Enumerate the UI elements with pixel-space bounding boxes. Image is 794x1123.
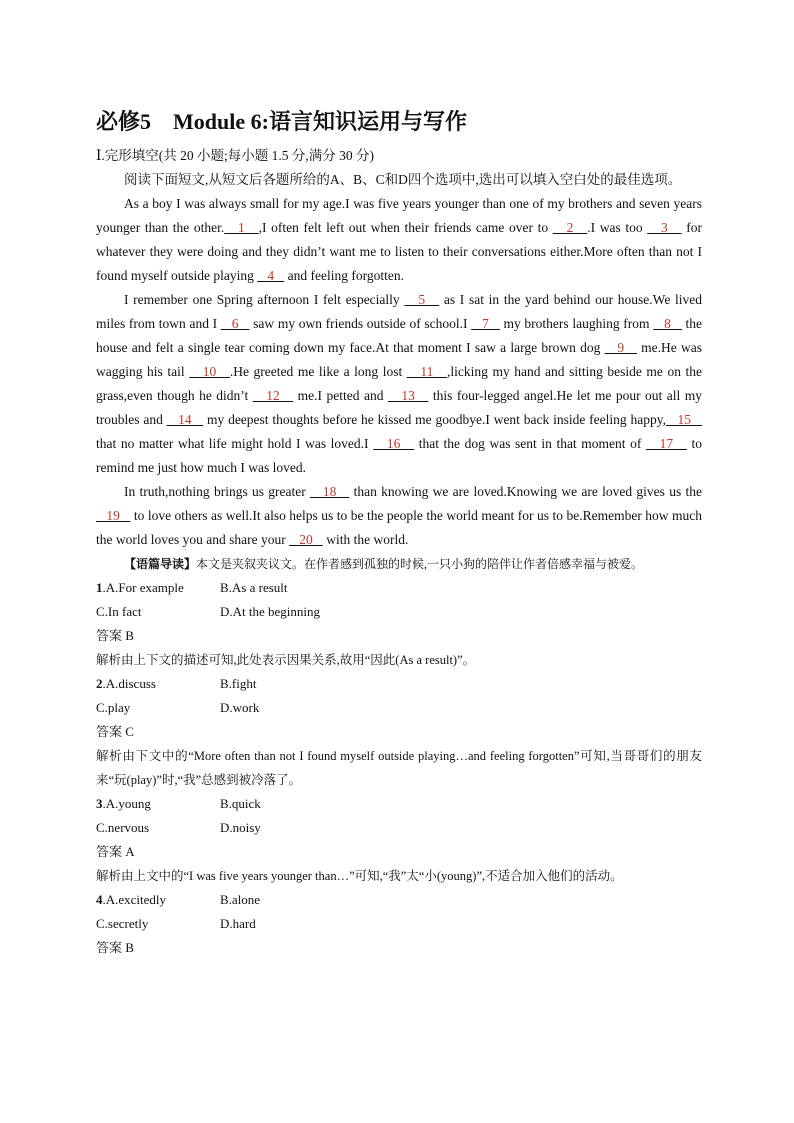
- option-a: [96, 576, 220, 600]
- passage-text: saw my own friends outside of school.I: [249, 316, 472, 331]
- option-c: C.nervous: [96, 820, 150, 835]
- blank-15: 15: [665, 412, 702, 427]
- passage-text: and feeling forgotten.: [284, 268, 404, 283]
- guide-text: 本文是夹叙夹议文。在作者感到孤独的时候,一只小狗的陪伴让作者倍感幸福与被爱。: [196, 557, 644, 571]
- blank-1: 1: [224, 220, 259, 235]
- question-number: 4: [96, 892, 103, 907]
- option-b: B.quick: [220, 796, 261, 811]
- option-b: B.fight: [220, 676, 257, 691]
- blank-19: 19: [96, 508, 131, 523]
- option-b: B.As a result: [220, 580, 288, 595]
- question-list: [96, 576, 702, 960]
- passage-text: ,I often felt left out when their friends came over to: [258, 220, 553, 235]
- option-c: C.In fact: [96, 604, 142, 619]
- passage-text: .I was too: [587, 220, 648, 235]
- blank-9: 9: [604, 340, 637, 355]
- option-a-text: .A.excitedly: [102, 892, 167, 907]
- passage-text: this four-legged angel.He let me pour out all my troubles and: [96, 388, 703, 427]
- blank-6: 6: [220, 316, 250, 331]
- option-b: B.alone: [220, 892, 261, 907]
- page-title: 必修5 Module 6:语言知识运用与写作: [96, 109, 467, 134]
- option-a: [96, 792, 220, 816]
- passage-text: my deepest thoughts before he kissed me goodbye.I went back inside feeling happy,: [203, 412, 666, 427]
- passage-text: for whatever they were doing and they didn’t want me to listen to their conversations either.More often than not I found myself outside playing: [96, 220, 703, 283]
- passage-text: .He greeted me like a long lost: [229, 364, 407, 379]
- answer-line: 答案 C: [96, 724, 134, 739]
- passage-text: that the dog was sent in that moment of: [414, 436, 646, 451]
- blank-10: 10: [189, 364, 230, 379]
- blank-3: 3: [647, 220, 682, 235]
- passage-text: me.He was wagging his tail: [96, 340, 703, 379]
- blank-17: 17: [645, 436, 687, 451]
- question-number: 1: [96, 580, 103, 595]
- passage-text: In truth,nothing brings us greater: [124, 484, 311, 499]
- blank-14: 14: [166, 412, 204, 427]
- guide-label: 【语篇导读】: [124, 557, 197, 571]
- document-page: [96, 104, 702, 960]
- option-a-text: .A.young: [102, 796, 151, 811]
- option-a-text: .A.discuss: [102, 676, 156, 691]
- explanation-text: 解析由上文中的“I was five years younger than…”可知,“我”太“小(young)”,不适合加入他们的活动。: [96, 869, 623, 883]
- passage-paragraph-1: [96, 192, 702, 288]
- explanation-text: 解析由下文中的“More often than not I found myself outside playing…and feeling forgotten”可知,当哥哥们的朋友来“玩(play)”时,“我”总感到被冷落了。: [96, 749, 702, 787]
- answer-line: 答案 B: [96, 628, 134, 643]
- blank-18: 18: [310, 484, 350, 499]
- blank-8: 8: [653, 316, 682, 331]
- blank-13: 13: [387, 388, 429, 403]
- option-row: [96, 792, 702, 816]
- option-row: [96, 888, 702, 912]
- blank-7: 7: [471, 316, 500, 331]
- passage-paragraph-2: [96, 288, 702, 480]
- passage-text: than knowing we are loved.Knowing we are loved gives us the: [349, 484, 702, 499]
- blank-16: 16: [373, 436, 415, 451]
- passage-text: to remind me just how much I was loved.: [96, 436, 703, 475]
- passage-text: to love others as well.It also helps us to be the people the world meant for us to be.Remember how much the world loves you and share your: [96, 508, 703, 547]
- passage-text: As a boy I was always small for my age.I was five years younger than one of my brothers and seven years younger than the other.: [96, 196, 702, 235]
- passage-text: that no matter what life might hold I was loved.I: [96, 436, 374, 451]
- option-c: C.secretly: [96, 916, 149, 931]
- question-number: 3: [96, 796, 103, 811]
- answer-line: 答案 B: [96, 940, 134, 955]
- passage-text: I remember one Spring afternoon I felt especially: [124, 292, 405, 307]
- blank-11: 11: [406, 364, 448, 379]
- option-a-text: .A.For example: [102, 580, 184, 595]
- option-d: D.hard: [220, 916, 256, 931]
- passage-text: my brothers laughing from: [499, 316, 654, 331]
- option-a: [96, 672, 220, 696]
- blank-20: 20: [289, 532, 323, 547]
- passage-text: me.I petted and: [293, 388, 388, 403]
- passage-text: as I sat in the yard behind our house.We lived miles from town and I: [96, 292, 702, 331]
- option-c: C.play: [96, 700, 131, 715]
- blank-5: 5: [404, 292, 440, 307]
- section-heading: Ⅰ.完形填空(共 20 小题;每小题 1.5 分,满分 30 分): [96, 148, 374, 163]
- option-row: [96, 696, 702, 720]
- option-row: [96, 672, 702, 696]
- option-row: [96, 816, 702, 840]
- option-a: [96, 888, 220, 912]
- question-number: 2: [96, 676, 103, 691]
- passage-paragraph-3: [96, 480, 702, 552]
- passage-guide: [96, 552, 702, 576]
- passage-text: with the world.: [322, 532, 409, 547]
- option-d: D.At the beginning: [220, 604, 321, 619]
- blank-12: 12: [252, 388, 294, 403]
- option-row: [96, 576, 702, 600]
- instruction-text: 阅读下面短文,从短文后各题所给的A、B、C和D四个选项中,选出可以填入空白处的最佳选项。: [124, 172, 682, 187]
- passage-text: ,licking my hand and sitting beside me on the grass,even though he didn’t: [96, 364, 702, 403]
- blank-4: 4: [257, 268, 285, 283]
- option-row: [96, 912, 702, 936]
- explanation-text: 解析由上下文的描述可知,此处表示因果关系,故用“因此(As a result)”。: [96, 653, 476, 667]
- option-d: D.noisy: [220, 820, 261, 835]
- answer-line: 答案 A: [96, 844, 135, 859]
- passage-text: the house and felt a single tear coming down my face.At that moment I saw a large brown dog: [96, 316, 703, 355]
- blank-2: 2: [552, 220, 588, 235]
- option-row: [96, 600, 702, 624]
- option-d: D.work: [220, 700, 260, 715]
